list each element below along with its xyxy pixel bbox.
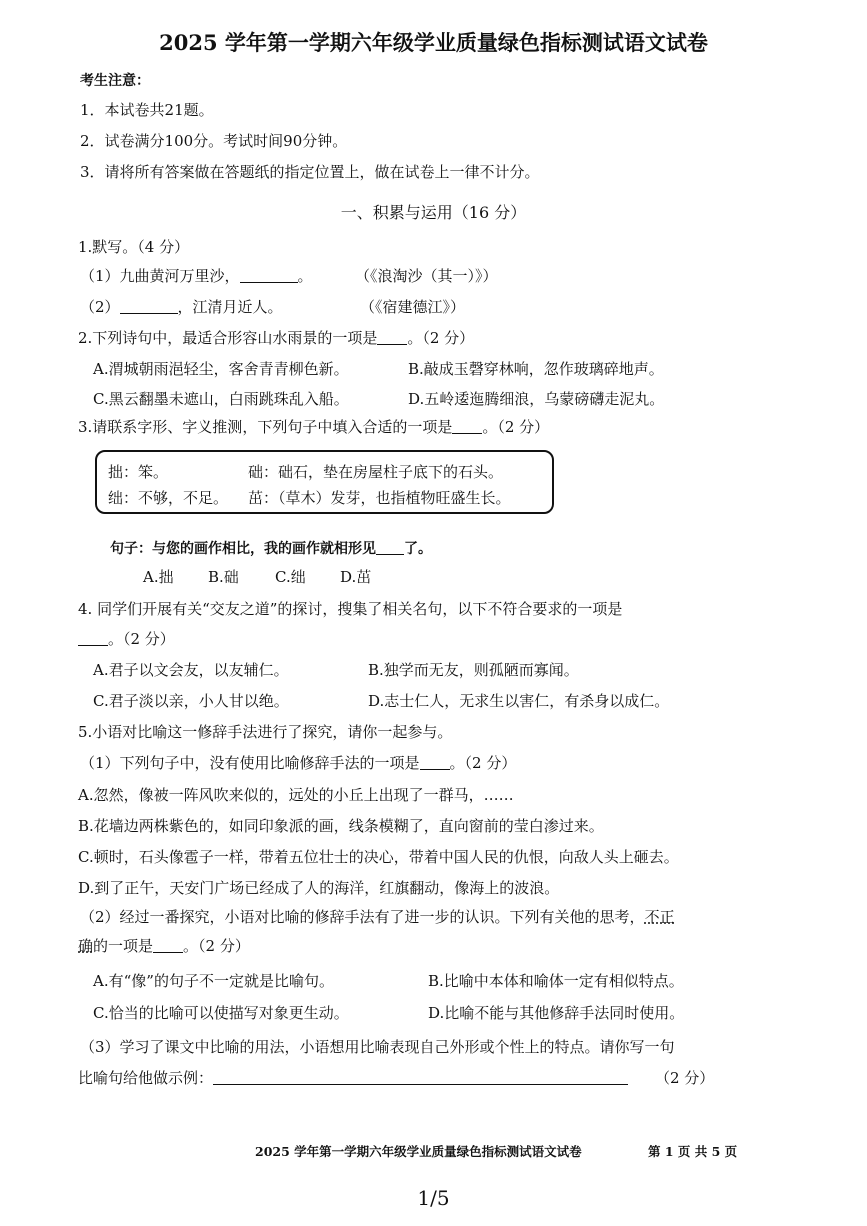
q5-sub2-option-b: B.比喻中本体和喻体一定有相似特点。	[428, 972, 684, 990]
q1-line1	[80, 265, 313, 286]
q5-sub2-option-d: D.比喻不能与其他修辞手法同时使用。	[428, 1004, 685, 1022]
q1-line2-end: ，江清月近人。	[177, 298, 283, 316]
q4-option-a: A.君子以文会友，以友辅仁。	[93, 661, 289, 679]
q5-sub3-stem-2	[78, 1067, 628, 1088]
q3-option-b: B.础	[208, 568, 239, 586]
q5-sub1-option-b: B.花墙边两株紫色的，如同印象派的画，线条模糊了，直向窗前的莹白渗过来。	[78, 817, 604, 835]
q5-sub2-emphasis-2: 确	[78, 937, 94, 955]
def-zhuo2: 茁：（草木）发芽，也指植物旺盛生长。	[248, 489, 511, 507]
answer-blank	[377, 329, 407, 345]
answer-blank	[240, 267, 298, 283]
q5-sub1-option-d: D.到了正午，天安门广场已经成了人的海洋，红旗翻动，像海上的波浪。	[78, 879, 560, 897]
q5-sub2-emphasis: 不正	[644, 908, 675, 926]
q1-source-2: （《宿建德江》）	[360, 298, 466, 316]
notice-heading: 考生注意：	[80, 73, 150, 89]
q5-sub3-stem: （3）学习了课文中比喻的用法，小语想用比喻表现自己外形或个性上的特点。请你写一句	[80, 1038, 675, 1056]
q4-option-b: B.独学而无友，则孤陋而寡闻。	[368, 661, 579, 679]
answer-blank	[120, 298, 178, 314]
q4-stem-end: 。（2 分）	[108, 630, 175, 648]
q5-sub2-option-c: C.恰当的比喻可以使描写对象更生动。	[93, 1004, 349, 1022]
q2-stem-end: 。（2 分）	[407, 329, 475, 347]
def-zhuo: 拙：笨。	[108, 463, 169, 481]
q2-option-a: A.渭城朝雨浥轻尘，客舍青青柳色新。	[93, 360, 349, 378]
q2-stem-text: 2.下列诗句中，最适合形容山水雨景的一项是	[78, 329, 378, 347]
q1-line2	[80, 296, 283, 317]
q5-sub2-stem	[80, 906, 675, 927]
q2-option-d: D.五岭逶迤腾细浪，乌蒙磅礴走泥丸。	[408, 390, 665, 408]
q3-option-d: D.茁	[340, 568, 372, 586]
q5-sub1-end: 。（2 分）	[449, 754, 517, 772]
q5-sub2-text: （2）经过一番探究，小语对比喻的修辞手法有了进一步的认识。下列有关他的思考，	[80, 908, 645, 926]
q5-sub3-text: 比喻句给他做示例：	[78, 1069, 214, 1087]
answer-blank	[376, 539, 404, 555]
notice-item-3: 3．请将所有答案做在答题纸的指定位置上，做在试卷上一律不计分。	[80, 163, 540, 181]
q4-stem: 4. 同学们开展有关“交友之道”的探讨，搜集了相关名句，以下不符合要求的一项是	[78, 600, 623, 618]
q1-line1-end: 。	[297, 267, 313, 285]
q4-option-c: C.君子淡以亲，小人甘以绝。	[93, 692, 289, 710]
q3-sentence-end: 了。	[404, 541, 432, 557]
q2-stem	[78, 327, 474, 348]
answer-blank	[420, 754, 450, 770]
page-number: 1/5	[417, 1186, 450, 1210]
notice-item-1: 1．本试卷共21题。	[80, 101, 214, 119]
q1-stem: 1.默写。（4 分）	[78, 238, 190, 256]
q3-sentence-text: 句子：与您的画作相比，我的画作就相形见	[110, 541, 376, 557]
q5-sub2-stem-2	[78, 935, 250, 956]
q3-option-a: A.拙	[143, 568, 174, 586]
q2-option-c: C.黑云翻墨未遮山，白雨跳珠乱入船。	[93, 390, 349, 408]
footer-page: 第 1 页 共 5 页	[648, 1144, 738, 1159]
q5-sub1-option-a: A.忽然，像被一阵风吹来似的，远处的小丘上出现了一群马，……	[78, 786, 514, 804]
q4-stem-2	[78, 628, 175, 649]
q3-stem-text: 3.请联系字形、字义推测，下列句子中填入合适的一项是	[78, 418, 453, 436]
q5-sub1-option-c: C.顿时，石头像雹子一样，带着五位壮士的决心，带着中国人民的仇恨，向敌人头上砸去。	[78, 848, 679, 866]
q4-option-d: D.志士仁人，无求生以害仁，有杀身以成仁。	[368, 692, 670, 710]
answer-blank	[452, 418, 482, 434]
section-title: 一、积累与运用（16 分）	[340, 203, 527, 222]
answer-line	[213, 1069, 628, 1085]
def-chu2: 绌：不够，不足。	[108, 489, 229, 507]
q5-sub1-stem	[80, 752, 516, 773]
q5-sub3-score: （2 分）	[655, 1069, 715, 1087]
def-chu: 础：础石，垫在房屋柱子底下的石头。	[248, 463, 504, 481]
exam-title: 2025 学年第一学期六年级学业质量绿色指标测试语文试卷	[159, 30, 708, 55]
answer-blank	[78, 630, 108, 646]
q1-line2-text: （2）	[80, 298, 120, 316]
q2-option-b: B.敲成玉磬穿林响，忽作玻璃碎地声。	[408, 360, 664, 378]
q5-sub2-option-a: A.有“像”的句子不一定就是比喻句。	[93, 972, 334, 990]
answer-blank	[153, 937, 183, 953]
q1-source-1: （《浪淘沙（其一）》）	[355, 267, 498, 285]
notice-item-2: 2．试卷满分100分。考试时间90分钟。	[80, 132, 348, 150]
q5-stem: 5.小语对比喻这一修辞手法进行了探究，请你一起参与。	[78, 723, 453, 741]
q3-stem	[78, 416, 549, 437]
q5-sub2-end: 。（2 分）	[183, 937, 250, 955]
q3-option-c: C.绌	[275, 568, 306, 586]
q3-sentence	[110, 538, 432, 558]
footer-title: 2025 学年第一学期六年级学业质量绿色指标测试语文试卷	[255, 1144, 582, 1159]
q5-sub1-text: （1）下列句子中，没有使用比喻修辞手法的一项是	[80, 754, 420, 772]
q1-line1-text: （1）九曲黄河万里沙，	[80, 267, 240, 285]
q3-stem-end: 。（2 分）	[482, 418, 550, 436]
q5-sub2-text-2: 的一项是	[93, 937, 154, 955]
